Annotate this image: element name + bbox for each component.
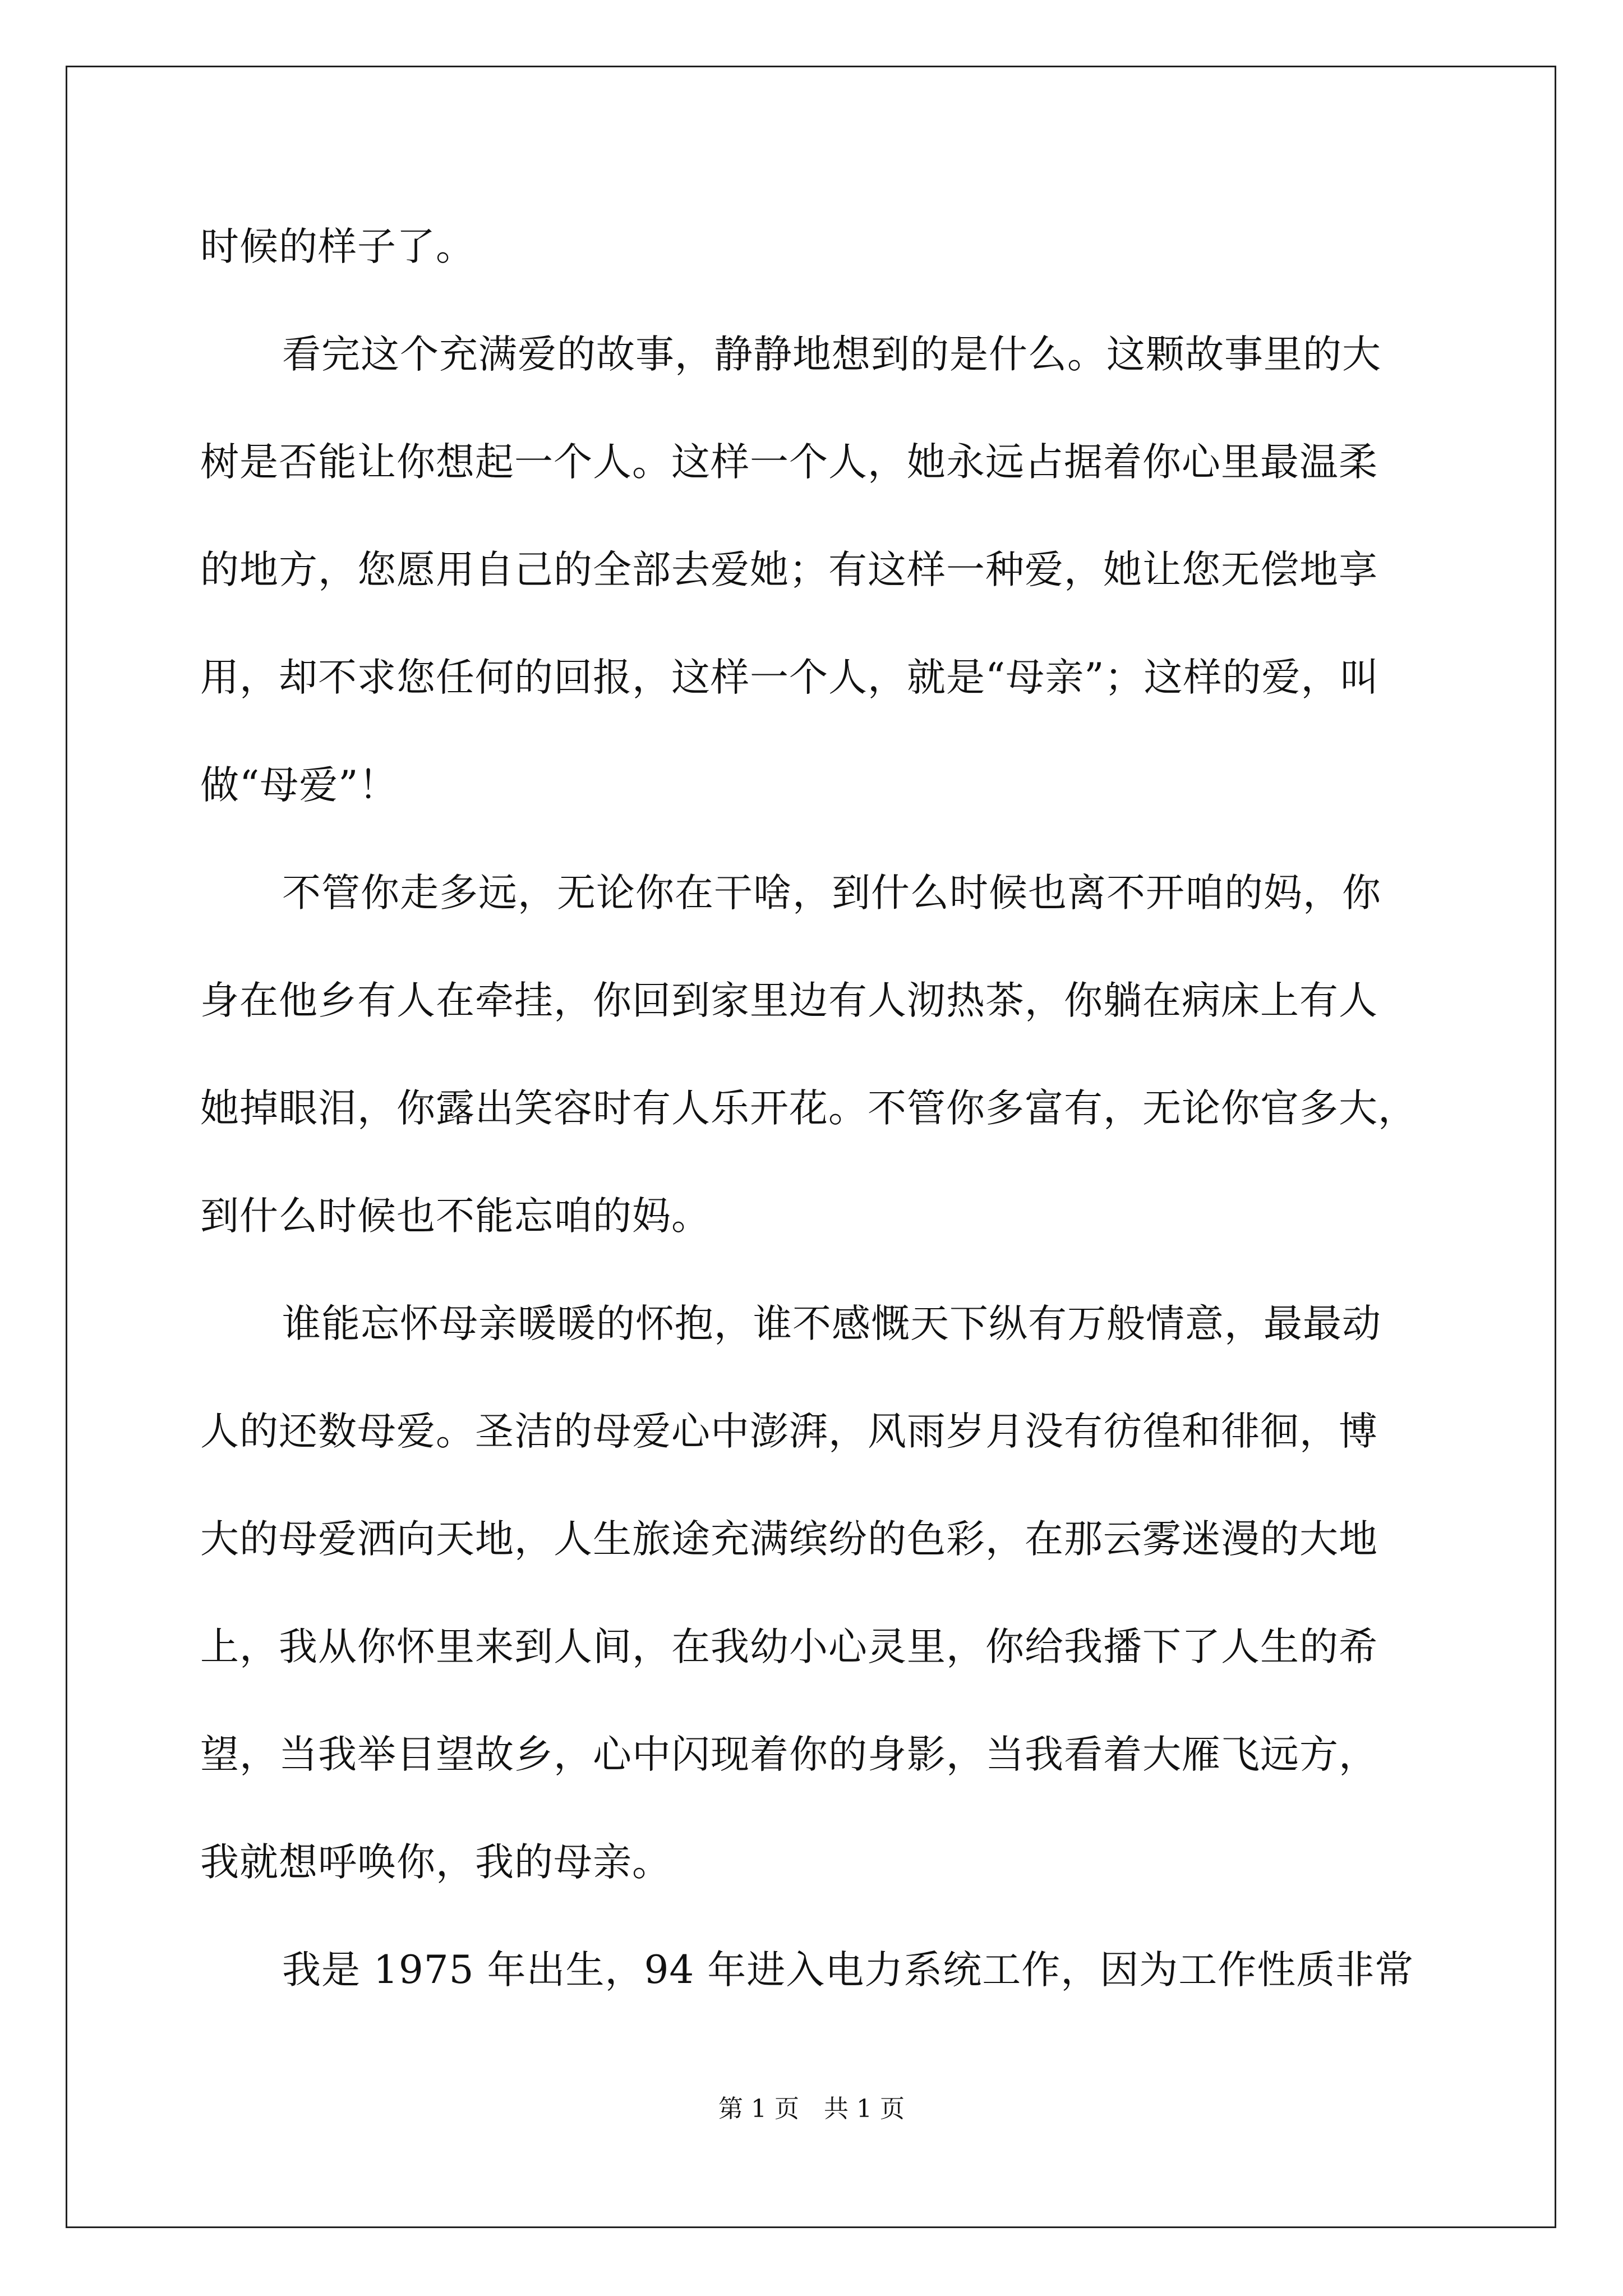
text-line: 望，当我举目望故乡，心中闪现着你的身影，当我看着大雁飞远方， [200, 1732, 1378, 1777]
page-number-label: 第 1 页 共 1 页 [718, 2095, 905, 2123]
paragraph-start-line: 谁能忘怀母亲暖暖的怀抱，谁不感慨天下纵有万般情意，最最动 [282, 1301, 1381, 1346]
text-line: 她掉眼泪，你露出笑容时有人乐开花。不管你多富有，无论你官多大， [200, 1086, 1417, 1131]
text-line: 上，我从你怀里来到人间，在我幼小心灵里，你给我播下了人生的希 [200, 1625, 1378, 1669]
text-line: 人的还数母爱。圣洁的母爱心中澎湃，风雨岁月没有彷徨和徘徊，博 [200, 1409, 1378, 1454]
paragraph-start-line: 不管你走多远，无论你在干啥，到什么时候也离不开咱的妈，你 [282, 871, 1381, 915]
paragraph-start-line: 看完这个充满爱的故事，静静地想到的是什么。这颗故事里的大 [282, 332, 1381, 377]
text-line: 我就想呼唤你，我的母亲。 [200, 1840, 671, 1885]
document-body [200, 213, 1423, 2044]
text-line: 到什么时候也不能忘咱的妈。 [200, 1194, 711, 1239]
text-line: 做“母爱”！ [200, 763, 398, 808]
text-line: 大的母爱洒向天地，人生旅途充满缤纷的色彩，在那云雾迷漫的大地 [200, 1517, 1378, 1562]
paragraph-start-line: 我是 1975 年出生，94 年进入电力系统工作，因为工作性质非常 [282, 1948, 1414, 1993]
text-line: 时候的样子了。 [200, 224, 475, 269]
text-line: 用，却不求您任何的回报，这样一个人，就是“母亲”；这样的爱，叫 [200, 655, 1380, 700]
text-line: 的地方，您愿用自己的全部去爱她；有这样一种爱，她让您无偿地享 [200, 547, 1378, 592]
text-line: 树是否能让你想起一个人。这样一个人，她永远占据着你心里最温柔 [200, 440, 1378, 485]
text-line: 身在他乡有人在牵挂，你回到家里边有人沏热茶，你躺在病床上有人 [200, 978, 1378, 1023]
page-footer [0, 2092, 1623, 2126]
